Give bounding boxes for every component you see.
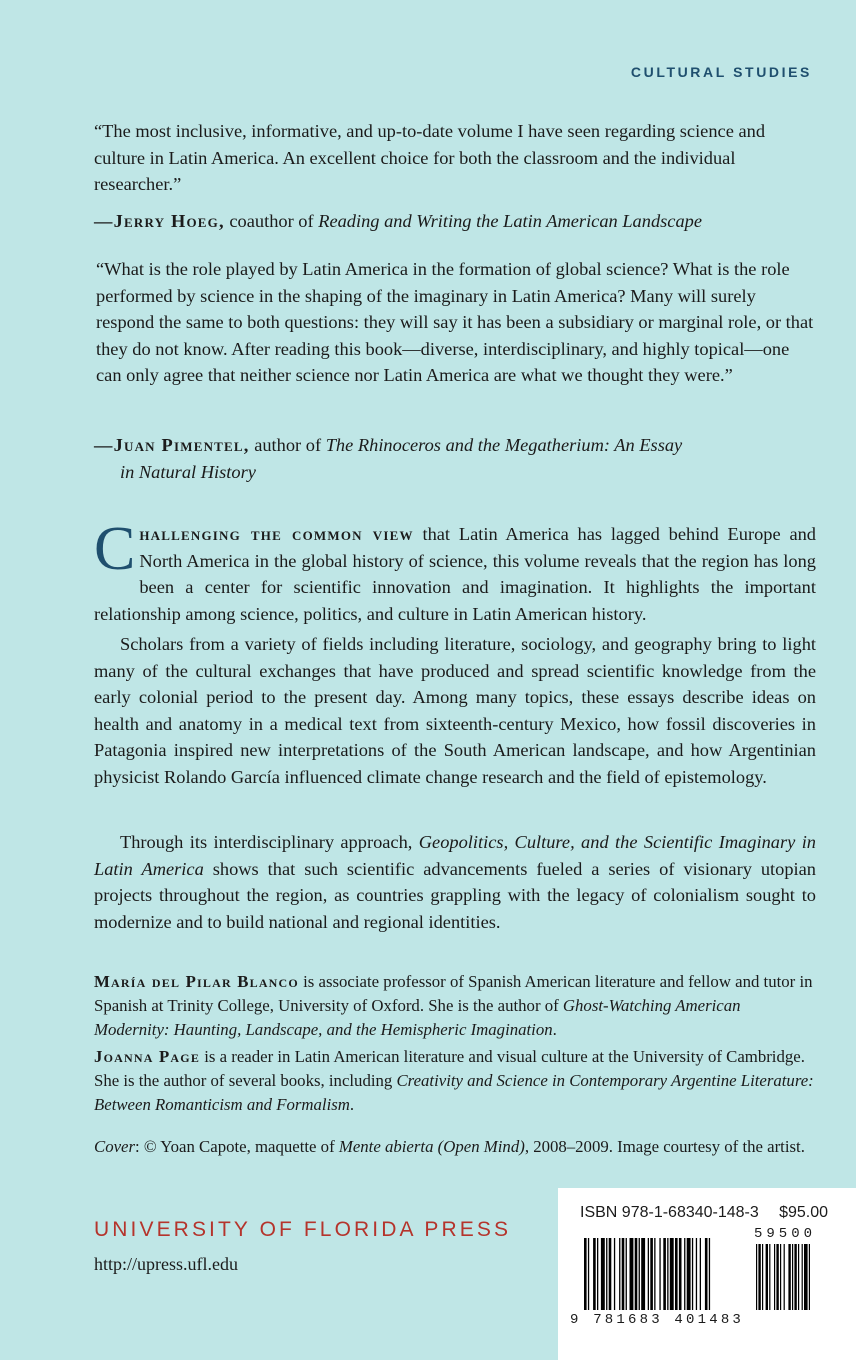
blurb-book-title-1: Reading and Writing the Latin American Landscape	[318, 211, 703, 231]
description-book-title: Geopolitics, Culture, and the Scientific Imaginary in Latin America	[94, 832, 816, 879]
description-paragraph-3	[94, 829, 816, 935]
publisher-url[interactable]: http://upress.ufl.edu	[94, 1254, 238, 1274]
blurb-attribution-1	[94, 208, 814, 235]
blurb-quote-1: “The most inclusive, informative, and up-to-date volume I have seen regarding science and culture in Latin America. An excellent choice for both the classroom and the individual researcher.”	[94, 121, 766, 194]
author-bio-2-text: is a reader in Latin American literature and visual culture at the University of Cambridge. She is the author of several books, including	[94, 1047, 805, 1090]
isbn-label: ISBN 978-1-68340-148-3	[580, 1204, 759, 1221]
author-bio-1-text: is associate professor of Spanish American literature and fellow and tutor in Spanish at Trinity College, University of Oxford. She is the author of	[94, 972, 813, 1015]
cover-credit-work: Mente abierta (Open Mind)	[338, 1137, 525, 1156]
blurb-author-role-1: coauthor of	[224, 211, 319, 231]
description-p3-start: Through its interdisciplinary approach,	[120, 832, 419, 852]
cover-credit	[94, 1135, 816, 1159]
lead-in: hallenging the common view	[139, 524, 414, 544]
publisher-name: UNIVERSITY OF FLORIDA PRESS	[94, 1218, 512, 1241]
barcode-icon	[584, 1238, 836, 1314]
category-label: CULTURAL STUDIES	[630, 64, 812, 80]
description-paragraph-2: Scholars from a variety of fields including literature, sociology, and geography bring to light many of the cultural exchanges that have produced and spread scientific knowledge from the early colonial period to the present day. Among many topics, these essays describe ideas on health and anatomy in a medical text from sixteenth-century Mexico, how fossil discoveries in Patagonia inspired new interpretations of the South American landscape, and how Argentinian physicist Rolando García influenced climate change research and the field of epistemology.	[94, 634, 816, 787]
author-bio-1	[94, 970, 816, 1042]
price-label: $95.00	[779, 1204, 828, 1221]
author-name-1: María del Pilar Blanco	[94, 972, 299, 991]
author-bio-1-book: Ghost-Watching American Modernity: Haunting, Landscape, and the Hemispheric Imagination	[94, 996, 741, 1039]
drop-cap: C	[94, 515, 136, 583]
description-p1-text: that Latin America has lagged behind Europe and North America in the global history of science, this volume reveals that the region has long been a center for scientific innovation and imagination. It highlights the important relationship among science, politics, and culture in Latin American history.	[94, 524, 816, 624]
blurb-attribution-2	[94, 432, 814, 485]
author-bio-2-end: .	[349, 1095, 355, 1114]
blurb-quote-2: “What is the role played by Latin America in the formation of global science? What is the role performed by science in the shaping of the imaginary in Latin America? Many will surely respond the same to both questions: they will say it has been a subsidiary or marginal role, or that they do not know. After reading this book—diverse, interdisciplinary, and highly topical—one can only agree that neither science nor Latin America are what we thought they were.”	[96, 259, 814, 385]
blurb-book-title-2-cont: in Natural History	[120, 461, 256, 482]
description-paragraph-1	[94, 515, 816, 627]
blurb-book-title-2: The Rhinoceros and the Megatherium: An Essay	[325, 435, 683, 455]
blurb-author-2: —Juan Pimentel,	[94, 435, 250, 455]
cover-credit-text-2: , 2008–2009. Image courtesy of the artist.	[524, 1137, 805, 1156]
addon-digits: 59500	[754, 1226, 817, 1242]
blurb-author-role-2: author of	[249, 435, 326, 455]
author-bio-1-end: .	[552, 1020, 557, 1039]
author-bio-2	[94, 1045, 816, 1117]
author-name-2: Joanna Page	[94, 1047, 201, 1066]
blurb-author-1: —Jerry Hoeg,	[94, 211, 225, 231]
description-p3-rest: shows that such scientific advancements fueled a series of visionary utopian projects throughout the region, as countries grappling with the legacy of colonialism sought to modernize and to build national and regional identities.	[94, 858, 817, 932]
cover-credit-label: Cover	[94, 1137, 136, 1156]
cover-credit-text-1: : © Yoan Capote, maquette of	[135, 1137, 339, 1156]
barcode-digits: 9 781683 401483	[570, 1312, 745, 1328]
author-bio-2-book: Creativity and Science in Contemporary Argentine Literature: Between Romanticism and Formalism	[94, 1071, 814, 1114]
barcode-panel	[558, 1188, 856, 1360]
